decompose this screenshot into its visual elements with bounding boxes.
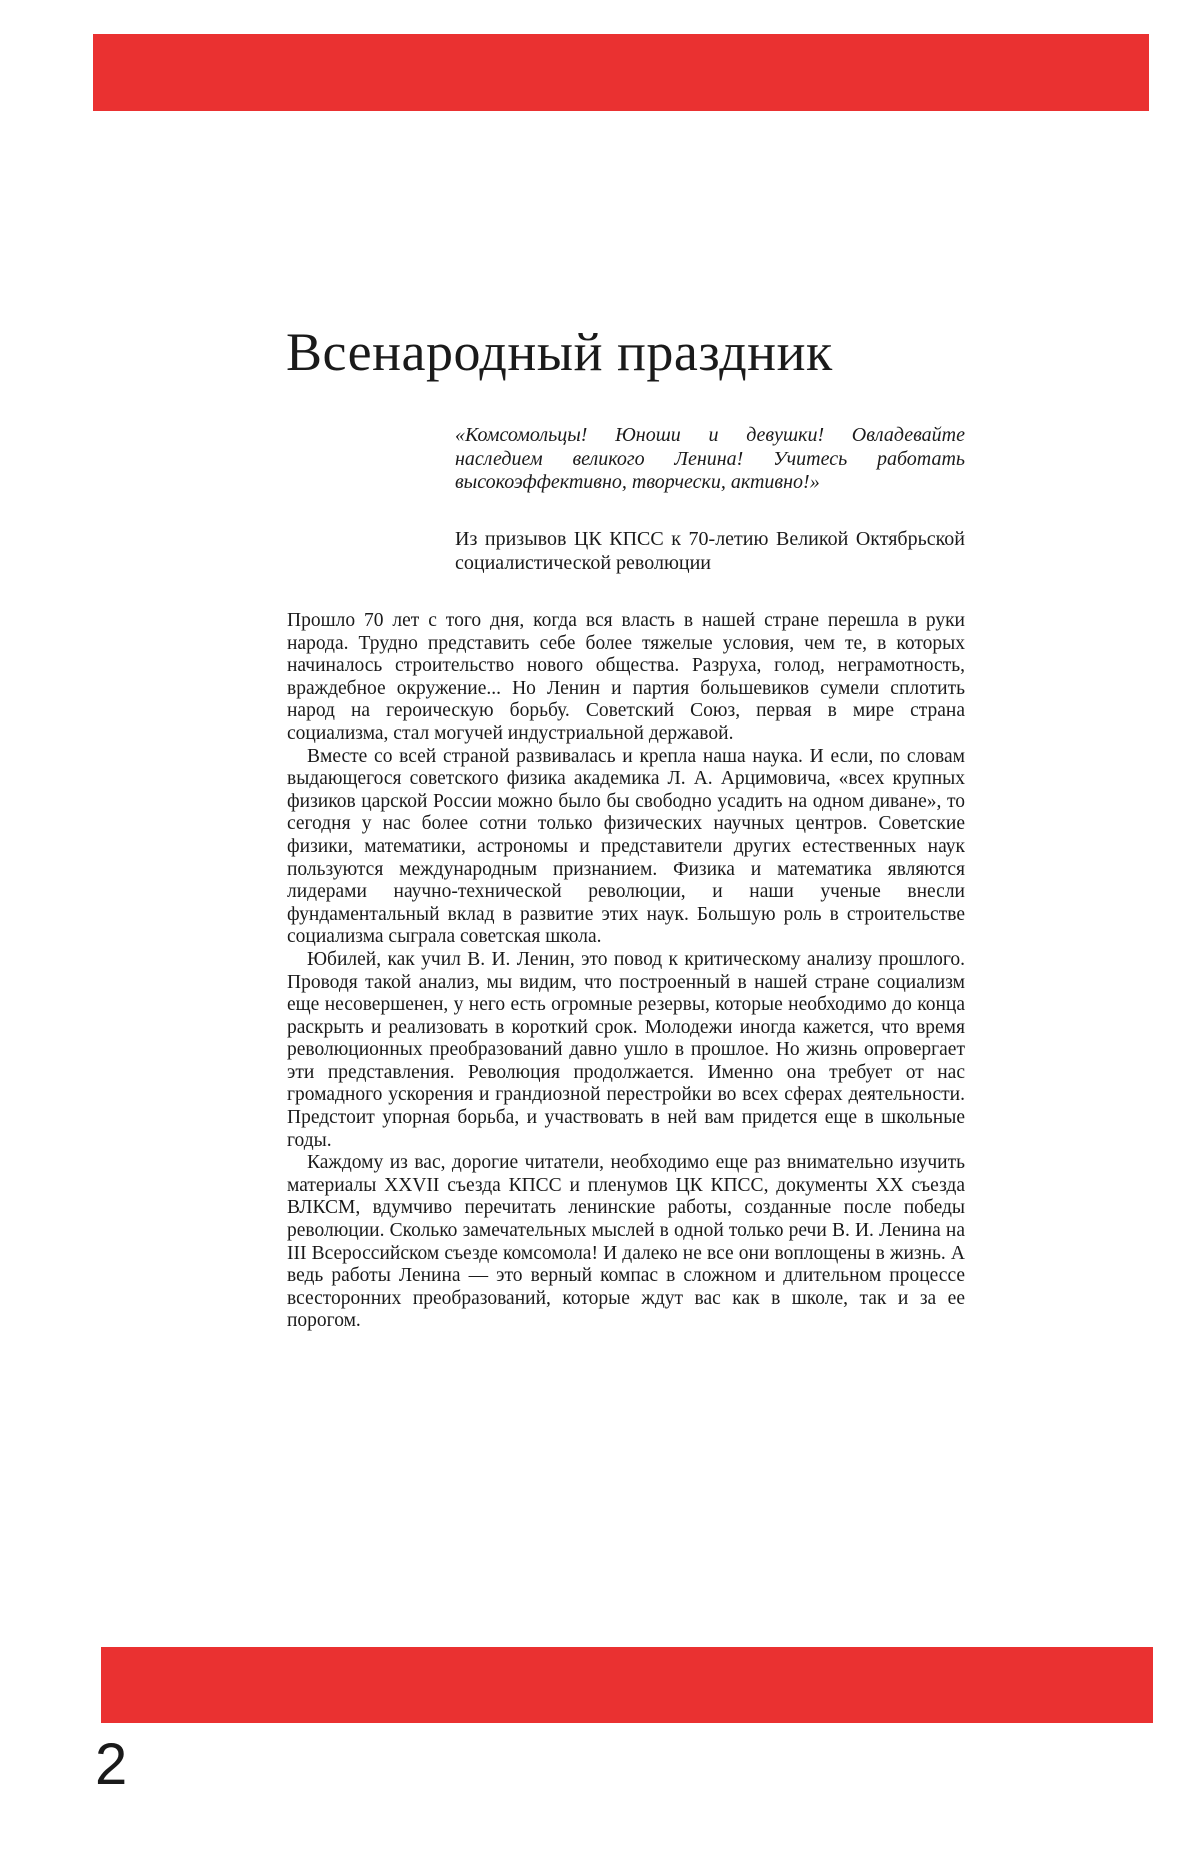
- epigraph-quote: «Комсомольцы! Юноши и девушки! Овладевайте наследием великого Ленина! Учитесь работать высокоэффективно, творчески, активно!»: [455, 424, 965, 493]
- top-red-band: [93, 34, 1149, 111]
- article-paragraph: Вместе со всей страной развивалась и крепла наша наука. И если, по словам выдающегося советского физика академика Л. А. Арцимовича, «всех крупных физиков царской России можно было бы свободно усадить на одном диване», то сегодня у нас более сотни только физических научных центров. Советские физики, математики, астрономы и представители других естественных наук пользуются международным признанием. Физика и математика являются лидерами научно-технической революции, и наши ученые внесли фундаментальный вклад в развитие этих наук. Большую роль в строительстве социализма сыграла советская школа.: [287, 745, 965, 948]
- article-title: Всенародный праздник: [286, 322, 833, 382]
- article-body: [287, 610, 965, 1333]
- epigraph-source: Из призывов ЦК КПСС к 70-летию Великой Октябрьской социалистической революции: [455, 528, 965, 574]
- bottom-red-band: [101, 1647, 1153, 1723]
- page-number: 2: [95, 1732, 128, 1797]
- article-paragraph: Каждому из вас, дорогие читатели, необходимо еще раз внимательно изучить материалы XXVII съезда КПСС и пленумов ЦК КПСС, документы XX съезда ВЛКСМ, вдумчиво перечитать ленинские работы, созданные после победы революции. Сколько замечательных мыслей в одной только речи В. И. Ленина на III Всероссийском съезде комсомола! И далеко не все они воплощены в жизнь. А ведь работы Ленина — это верный компас в сложном и длительном процессе всесторонних преобразований, которые ждут вас как в школе, так и за ее порогом.: [287, 1152, 965, 1332]
- article-paragraph: Юбилей, как учил В. И. Ленин, это повод к критическому анализу прошлого. Проводя такой анализ, мы видим, что построенный в нашей стране социализм еще несовершенен, у него есть огромные резервы, которые необходимо до конца раскрыть и реализовать в короткий срок. Молодежи иногда кажется, что время революционных преобразований давно ушло в прошлое. Но жизнь опровергает эти представления. Революция продолжается. Именно она требует от нас громадного ускорения и грандиозной перестройки во всех сферах деятельности. Предстоит упорная борьба, и участвовать в ней вам придется еще в школьные годы.: [287, 948, 965, 1151]
- article-paragraph: Прошло 70 лет с того дня, когда вся власть в нашей стране перешла в руки народа. Трудно представить себе более тяжелые условия, чем те, в которых начиналось строительство нового общества. Разруха, голод, неграмотность, враждебное окружение... Но Ленин и партия большевиков сумели сплотить народ на героическую борьбу. Советский Союз, первая в мире страна социализма, стал могучей индустриальной державой.: [287, 610, 965, 744]
